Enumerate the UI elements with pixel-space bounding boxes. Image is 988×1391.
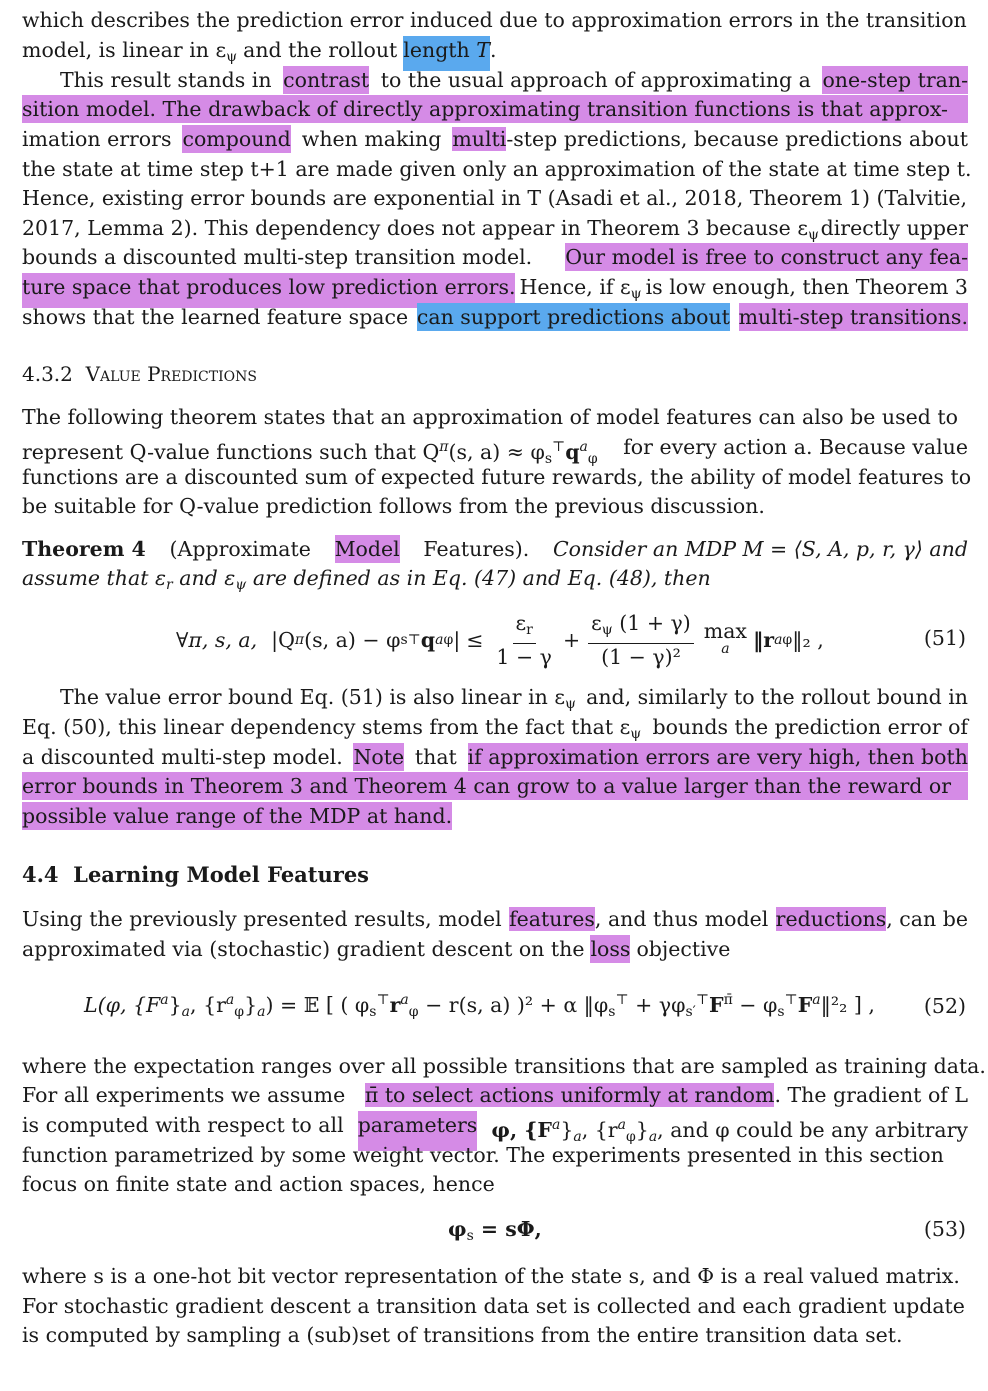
text-span: functions are a discounted sum of expected future rewards, the ability of model features to [22, 465, 972, 489]
highlight[interactable]: length T [403, 36, 490, 71]
text-span: The value error bound Eq. (51) is also linear in $\varepsilon_\psi$ [60, 685, 576, 712]
text-span: shows that the learned feature space [22, 305, 409, 329]
text-line [22, 6, 968, 34]
text-line [22, 1081, 968, 1109]
highlight[interactable]: error bounds in Theorem 3 and Theorem 4 can grow to a value larger than the reward or [22, 772, 968, 800]
highlight[interactable]: ture space that produces low prediction errors. [22, 273, 515, 308]
text-span: reductions, can be [775, 907, 968, 931]
theorem-line [22, 535, 968, 563]
highlight[interactable]: one-step tran- [822, 68, 968, 92]
text-line [22, 905, 968, 933]
text-span: and the rollout [243, 38, 398, 62]
equation-51: ∀π, s, a, |Q π (s, a) − φ s ⊤ q a φ | ≤ $\frac{\varepsilon_r}{1 - \gamma}$ + $\frac{\varepsilon_\psi (1 + \gamma)}{\text{(1 − γ)²}}$ max a ‖r a φ ‖₂ , [176, 611, 824, 669]
text-line [22, 403, 968, 431]
text-line [22, 125, 968, 153]
highlight[interactable]: Note [353, 745, 405, 769]
text-span: is low enough, then Theorem 3 [645, 275, 968, 299]
text-span: φ, $\{F^a\}_a$, $\{r^a_\varphi\}_a$, and φ could be any arbitrary [491, 1117, 968, 1145]
text-line [22, 1141, 968, 1169]
text-line [22, 772, 968, 800]
text-span: Hence, if $\varepsilon_\psi$ [519, 275, 642, 302]
text-span: 2017, Lemma 2). This dependency does not appear in Theorem 3 because $\varepsilon_\psi$ [22, 216, 819, 243]
theorem-label: Theorem 4 [22, 537, 146, 561]
text-span: approximated via (stochastic) gradient descent on the [22, 937, 585, 961]
equation-53: $\varphi_s = s\Phi$, [448, 1217, 542, 1244]
text-span: assume that $\varepsilon_r$ and $\varepsilon_\psi$ are defined as in Eq. (47) and Eq. (48), then [22, 566, 711, 593]
highlight[interactable]: features [509, 907, 595, 931]
highlight[interactable]: compound [182, 127, 291, 151]
equation-number: (51) [923, 626, 966, 650]
text-line [22, 1262, 968, 1290]
text-span: and, similarly to the rollout bound in [586, 685, 968, 709]
highlight[interactable]: Our model is free to construct any fea- [565, 245, 968, 269]
equation-number: (53) [923, 1217, 966, 1241]
section-heading: 4.3.2 Value Predictions [22, 362, 257, 386]
text-span: focus on finite state and action spaces, hence [22, 1172, 495, 1196]
equation-52: L(φ, $\{F^a\}_a$, $\{r^a_\varphi\}_a$) = 𝔼 [ ( $\varphi_s^⊤r^a_\varphi - r(s$, a) )² + α $‖\varphi_s^⊤ + \gamma\varphi_{s'}^⊤F^{\pī}$ − $\varphi_s^⊤F^a‖^2_2$ ] , [84, 992, 875, 1020]
highlight[interactable]: loss [590, 937, 631, 961]
text-span: represent Q-value functions such that $Q^\pi(s$, $a) \approx \varphi_s^⊤q^a_\varphi$ [22, 439, 598, 467]
text-span: For stochastic gradient descent a transition data set is collected and each gradient update [22, 1294, 965, 1318]
text-line [22, 184, 968, 212]
text-span: the state at time step t+1 are made given only an approximation of the state at time step t. [22, 157, 972, 181]
text-span: which describes the prediction error induced due to approximation errors in the transition [22, 8, 967, 32]
text-span: to the usual approach of approximating a [380, 68, 811, 92]
text-line [22, 1292, 968, 1320]
text-span: features, and thus model [509, 907, 769, 931]
text-span: Features). [423, 537, 530, 561]
text-span: multi-step predictions, because predictions about [452, 127, 968, 151]
text-span: objective [636, 937, 731, 961]
highlight[interactable]: contrast [283, 68, 370, 92]
text-span: This result stands in [60, 68, 272, 92]
text-line [22, 243, 968, 271]
highlight[interactable]: reductions [775, 907, 887, 931]
text-line [22, 155, 972, 183]
text-line [22, 935, 968, 963]
text-span: imation errors [22, 127, 172, 151]
highlight[interactable]: multi-step transitions. [738, 305, 968, 329]
text-line [22, 303, 968, 331]
highlight[interactable]: π̄ to select actions uniformly at random [364, 1083, 775, 1107]
highlight[interactable]: Model [334, 537, 400, 561]
equation-number: (52) [923, 994, 966, 1018]
text-span: Consider an MDP M = ⟨S, A, p, r, γ⟩ and [553, 537, 968, 561]
text-span: For all experiments we assume [22, 1083, 346, 1107]
highlight[interactable]: possible value range of the MDP at hand. [22, 804, 453, 828]
text-span: π̄ to select actions uniformly at random. The gradient of L [364, 1083, 968, 1107]
highlight[interactable]: multi [452, 127, 507, 151]
text-span: Using the previously presented results, model [22, 907, 502, 931]
text-span: model, is linear in $\varepsilon_\psi$ [22, 38, 238, 65]
text-span: for every action a. Because value [623, 435, 968, 459]
text-span: a discounted multi-step model. [22, 745, 343, 769]
text-span: when making [301, 127, 442, 151]
text-line [22, 743, 968, 771]
text-span: is computed by sampling a (sub)set of transitions from the entire transition data set. [22, 1323, 903, 1347]
highlight[interactable]: if approximation errors are very high, then both [467, 745, 968, 769]
highlight[interactable]: sition model. The drawback of directly approximating transition functions is that approx- [22, 95, 968, 123]
text-span: . [489, 38, 497, 62]
text-span: bounds the prediction error of [652, 715, 968, 739]
section-heading: 4.4 Learning Model Features [22, 862, 370, 887]
text-line [22, 1170, 968, 1198]
text-line [22, 1052, 986, 1080]
text-line [22, 1321, 968, 1349]
text-span: is computed with respect to all [22, 1113, 344, 1137]
text-span: Eq. (50), this linear dependency stems from the fact that $\varepsilon_\psi$ [22, 715, 642, 742]
text-span: bounds a discounted multi-step transition model. [22, 245, 533, 269]
highlight[interactable]: can support predictions about [416, 305, 730, 329]
text-span: The following theorem states that an approximation of model features can also be used to [22, 405, 958, 429]
text-span: that [414, 745, 457, 769]
text-span: where the expectation ranges over all possible transitions that are sampled as training data. [22, 1054, 986, 1078]
highlight[interactable]: parameters [358, 1111, 478, 1151]
text-span: be suitable for Q-value prediction follows from the previous discussion. [22, 494, 765, 518]
text-span: function parametrized by some weight vector. The experiments presented in this section [22, 1143, 944, 1167]
text-line [22, 463, 972, 491]
text-span: Hence, existing error bounds are exponential in T (Asadi et al., 2018, Theorem 1) (Talvitie, [22, 186, 967, 210]
text-line [60, 66, 968, 94]
text-line [22, 802, 968, 830]
text-line [22, 492, 968, 520]
text-span: (Approximate [169, 537, 311, 561]
text-span: where s is a one-hot bit vector representation of the state s, and Φ is a real valued matrix. [22, 1264, 960, 1288]
text-line [22, 95, 968, 123]
theorem-line [22, 564, 968, 599]
text-span: directly upper [820, 216, 968, 240]
